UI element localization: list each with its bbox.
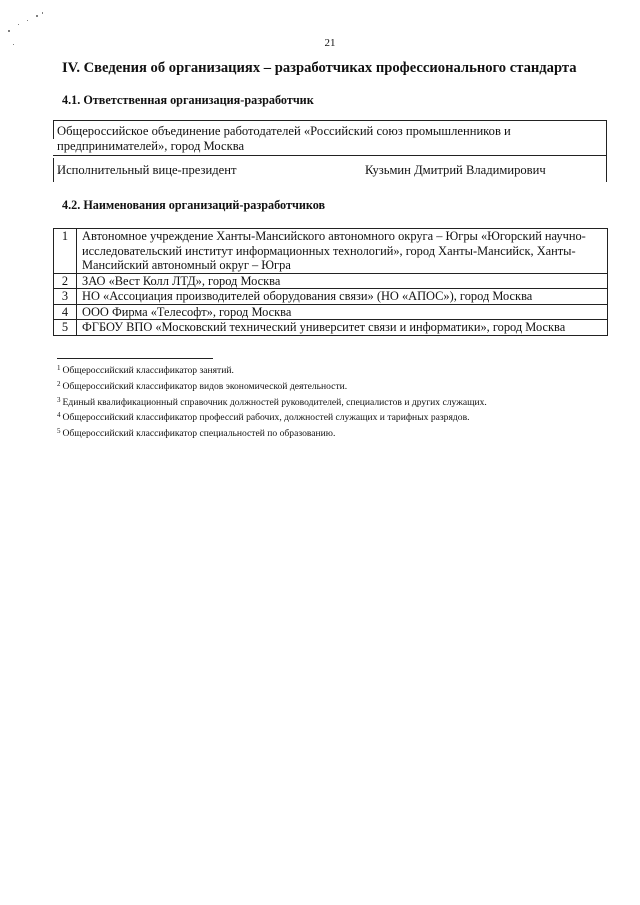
scan-speck [27, 20, 28, 21]
developer-name: ООО Фирма «Телесофт», город Москва [77, 304, 608, 320]
footnote-text: Единый квалификационный справочник должностей руководителей, специалистов и других служащих. [62, 396, 487, 408]
row-number: 1 [54, 229, 77, 274]
developer-name: ФГБОУ ВПО «Московский технический университет связи и информатики», город Москва [77, 320, 608, 336]
footnote [57, 425, 617, 441]
row-number: 2 [54, 273, 77, 289]
box-left-border [53, 120, 54, 139]
row-number: 3 [54, 289, 77, 305]
scan-speck [18, 24, 19, 25]
footnote-mark: 2 [57, 379, 61, 388]
box-top-border [53, 120, 607, 121]
table-row [54, 304, 608, 320]
footnotes [57, 362, 617, 441]
table-row [54, 273, 608, 289]
row-number: 5 [54, 320, 77, 336]
footnote-text: Общероссийский классификатор видов экономической деятельности. [62, 380, 348, 392]
developer-name: НО «Ассоциация производителей оборудования связи» (НО «АПОС»), город Москва [77, 289, 608, 305]
developer-name: ЗАО «Вест Колл ЛТД», город Москва [77, 273, 608, 289]
developer-name: Автономное учреждение Ханты-Мансийского автономного округа – Югры «Югорский научно-исследовательский институт информационных технологий», город Ханты-Мансийск, Ханты-Мансийский автономный округ – Югра [77, 229, 608, 274]
footnote-separator [57, 358, 213, 359]
table-row [54, 289, 608, 305]
responsible-org-heading: 4.1. Ответственная организация-разработчик [62, 93, 314, 107]
footnote-mark: 3 [57, 395, 61, 404]
table-row [54, 320, 608, 336]
section-title: IV. Сведения об организациях – разработчиках профессионального стандарта [62, 60, 577, 76]
table-row [54, 229, 608, 274]
box-middle-border [53, 155, 607, 156]
developers-table [53, 228, 608, 336]
page-number: 21 [324, 37, 336, 49]
responsible-org-box [53, 120, 607, 184]
responsible-position: Исполнительный вице-президент [57, 163, 237, 177]
responsible-org-name: Общероссийское объединение работодателей «Российский союз промышленников и предпринимателей», город Москва [57, 124, 511, 153]
row-number: 4 [54, 304, 77, 320]
box-right-border [606, 120, 607, 182]
footnote-mark: 5 [57, 427, 61, 436]
footnote-mark: 4 [57, 411, 61, 420]
footnote-text: Общероссийский классификатор профессий рабочих, должностей служащих и тарифных разрядов. [62, 412, 470, 424]
footnote [57, 394, 617, 410]
footnote [57, 362, 617, 378]
box-left-border [53, 158, 54, 182]
responsible-person: Кузьмин Дмитрий Владимирович [365, 163, 546, 177]
developers-heading: 4.2. Наименования организаций-разработчиков [62, 198, 326, 212]
scan-speck [36, 15, 38, 17]
footnote [57, 378, 617, 394]
footnote-text: Общероссийский классификатор занятий. [62, 365, 234, 376]
scan-speck [8, 30, 10, 32]
scan-speck [42, 12, 43, 14]
footnote [57, 409, 617, 425]
footnote-text: Общероссийский классификатор специальностей по образованию. [62, 428, 336, 440]
footnote-mark: 1 [57, 364, 61, 372]
